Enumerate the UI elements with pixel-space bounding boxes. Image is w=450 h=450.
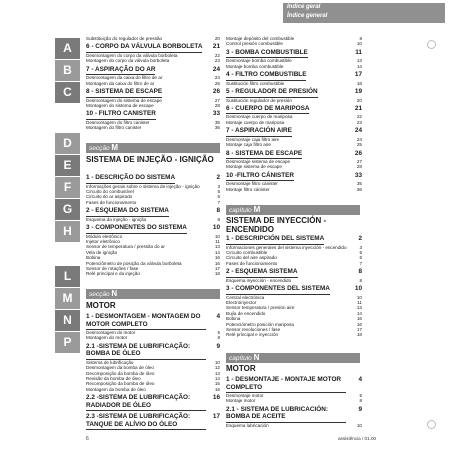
toc-entry-title: Informações gerais sobre o sistema de injeção - ignição	[86, 183, 200, 189]
toc-entry-title: Relé principal e da injeção	[86, 271, 140, 277]
toc-entry-page: 7	[359, 260, 362, 266]
toc-entry-title: Recomposição da bomba de óleo	[86, 381, 155, 387]
toc-entry-title: Sensor de rotações / fase	[86, 265, 139, 271]
toc-entry-page: 10	[356, 422, 362, 428]
section-tab-h[interactable]: H	[55, 221, 80, 242]
toc-entry-title: Circuito do ar aspirado	[86, 194, 133, 200]
header-bar	[283, 3, 445, 23]
toc-entry-page: 17	[354, 71, 362, 79]
toc-entry-title: Decomposição da bomba de óleo	[86, 370, 155, 376]
toc-entry-page: 13	[356, 305, 362, 311]
toc-entry-page: 23	[214, 58, 220, 64]
toc-entry-title: Desmontaje motor	[226, 393, 264, 398]
toc-entry-page: 10	[354, 285, 362, 293]
col-pt-top	[86, 36, 220, 131]
toc-entry-page: 16	[214, 386, 220, 392]
toc-entry-page: 13	[214, 244, 220, 250]
toc-entry-title: Sustitución regulador de presión	[226, 97, 292, 103]
col-es-mid	[226, 233, 362, 338]
toc-entry-page: 15	[214, 381, 220, 387]
toc-entry-page: 22	[214, 52, 220, 58]
toc-entry-title: 1 - DESMONTAJE - MONTAJE MOTOR COMPLETO	[226, 376, 346, 393]
toc-entry-title: Circuito do combustível	[86, 188, 134, 194]
section-tab-e[interactable]: E	[55, 155, 80, 176]
toc-entry[interactable]	[86, 125, 220, 130]
toc-section-heading[interactable]	[86, 108, 220, 120]
toc-entry-title: Desmontagem da bomba de óleo	[86, 365, 154, 371]
footer-ref: assistência / 01.00	[338, 436, 377, 441]
toc-entry-title: Montagem do corpo da válvula borboleta	[86, 58, 170, 64]
toc-entry-page: 21	[354, 104, 362, 112]
toc-section-heading[interactable]	[86, 222, 220, 234]
section-tab-g[interactable]: G	[55, 199, 80, 220]
toc-entry-title: Informaciones generales del sistema inyección - encendido	[226, 244, 347, 250]
toc-section-heading[interactable]	[226, 103, 362, 115]
toc-entry-title: Desmontagem da caixa do filtro de ar	[86, 75, 163, 81]
caption-letter: M	[111, 143, 119, 152]
toc-entry-title: Control presión combustible	[226, 41, 283, 47]
section-title-n-es: MOTOR	[226, 364, 256, 373]
binder-hole-icon	[427, 420, 436, 429]
toc-entry-title: 2 - ESQUEMA DO SISTEMA	[86, 207, 169, 217]
toc-entry-title: Injetor eletrônico	[86, 238, 120, 244]
toc-entry-title: Sensor revoluciones / fase	[226, 326, 281, 332]
col-es-top	[226, 36, 362, 192]
toc-section-heading[interactable]	[226, 47, 362, 59]
toc-entry-title: Desmontaje caja filtro aire	[226, 136, 280, 142]
toc-entry-title: 2.1 - SISTEMA DE LUBRICACIÓN: BOMBA DE ACEITE	[226, 406, 346, 423]
toc-entry-page: 35	[214, 119, 220, 125]
toc-entry-page: 24	[212, 65, 220, 73]
toc-section-heading[interactable]	[226, 86, 362, 98]
section-title-n-pt: MOTOR	[86, 301, 116, 310]
toc-entry-title: Sensor de temperatura / pressão do ar	[86, 244, 165, 250]
section-caption-n-pt	[86, 289, 220, 299]
toc-entry-title: Montaje depósito del combustible	[226, 36, 295, 41]
toc-entry-page: 2	[216, 174, 220, 181]
toc-entry-page: 10	[356, 41, 362, 47]
toc-entry-page: 18	[214, 271, 220, 277]
toc-entry-page: 8	[359, 277, 362, 283]
toc-entry-title: Revisão da bomba de óleo	[86, 376, 141, 382]
toc-entry-title: Vela de ignição	[86, 249, 118, 255]
toc-entry-title: Circuito combustible	[226, 249, 268, 255]
toc-entry-title: Montagem da caixa do filtro de ar	[86, 80, 155, 86]
caption-letter: N	[111, 289, 118, 298]
toc-entry-title: Esquema da injeção - ignição	[86, 216, 147, 222]
toc-entry-page: 28	[214, 102, 220, 108]
toc-entry-title: 2.2 -SISTEMA DE LUBRIFICAÇÃO: RADIADOR DE ÓLEO	[86, 394, 206, 411]
toc-entry[interactable]	[226, 332, 362, 337]
toc-entry-page: 5	[217, 188, 220, 194]
toc-entry-title: Circuito del aire aspirado	[226, 255, 277, 261]
toc-entry-page: 33	[212, 110, 220, 118]
toc-entry-page: 4	[358, 376, 362, 383]
section-tab-n[interactable]: N	[55, 310, 80, 331]
toc-entry-title: Desmontaje bomba combustible	[226, 58, 292, 64]
toc-entry-title: Montagem do sistema de escape	[86, 102, 154, 108]
toc-entry[interactable]	[226, 423, 362, 428]
toc-entry-page: 16	[214, 260, 220, 266]
toc-entry-page: 9	[216, 342, 220, 350]
section-caption-n-es	[226, 353, 360, 363]
toc-entry-page: 7	[217, 199, 220, 205]
toc-entry-page: 24	[356, 136, 362, 142]
toc-entry-page: 14	[214, 249, 220, 255]
toc-entry-title: 7 - ASPIRAÇÃO DO AR	[86, 66, 155, 76]
toc-entry-page: 25	[356, 142, 362, 148]
toc-entry-page: 12	[214, 365, 220, 371]
toc-entry-title: 4 - FILTRO COMBUSTIBLE	[226, 71, 306, 81]
toc-entry-title: 2.3 -SISTEMA DE LUBRIFICAÇÃO: TANQUE DE ALÍVIO DO ÓLEO	[86, 413, 206, 430]
toc-entry-page: 16	[356, 321, 362, 327]
toc-section-heading[interactable]	[226, 404, 362, 423]
section-caption-m-pt	[86, 143, 220, 153]
toc-entry-page: 8	[359, 398, 362, 404]
toc-entry-page: 10	[212, 224, 220, 232]
toc-entry-title: Electroinyector	[226, 299, 257, 305]
toc-section-heading[interactable]	[226, 233, 362, 245]
toc-section-heading[interactable]	[86, 41, 220, 53]
toc-section-heading[interactable]	[86, 205, 220, 217]
toc-entry-page: 8	[217, 216, 220, 222]
toc-entry-title: Esquema inyección - encendido	[226, 277, 292, 283]
toc-entry-title: Desmontagem do motor	[86, 330, 136, 335]
toc-section-heading[interactable]	[226, 148, 362, 160]
toc-entry-page: 6	[359, 255, 362, 261]
toc-entry-title: Bujía de encendido	[226, 310, 266, 316]
toc-entry-title: 3 - COMPONENTES DEL SISTEMA	[226, 285, 330, 295]
header-title-es: Índice general	[287, 13, 328, 19]
toc-entry-title: Montaje filtro cánister	[226, 186, 270, 192]
toc-entry-title: 5 - REGULADOR DE PRESIÓN	[226, 88, 318, 98]
toc-entry-title: 2 - ESQUEMA SISTEMA	[226, 268, 298, 278]
toc-entry-title: Sistema de lubrificação	[86, 359, 134, 365]
toc-entry-page: 8	[358, 268, 362, 276]
toc-entry-page: 16	[356, 316, 362, 322]
binder-hole-icon	[427, 40, 436, 49]
toc-entry-title: Bobina	[86, 255, 101, 261]
toc-entry-page: 20	[356, 97, 362, 103]
toc-entry-title: Desmontaje cuerpo de mariposa	[226, 114, 293, 120]
toc-entry-title: Bobina	[226, 316, 241, 322]
toc-entry-page: 8	[359, 36, 362, 41]
section-title-m-es: SISTEMA DE INYECCIÓN - ENCENDIDO	[226, 216, 327, 234]
toc-entry-page: 36	[214, 125, 220, 131]
toc-entry-page: 13	[214, 370, 220, 376]
toc-entry-title: 10 - FILTRO CANISTER	[86, 110, 156, 120]
toc-entry-page: 10	[356, 294, 362, 300]
section-tab-b[interactable]: B	[55, 60, 80, 81]
toc-entry-title: 8 - SISTEMA DE ESCAPE	[226, 150, 302, 160]
toc-entry-title: 3 - COMPONENTES DO SISTEMA	[86, 224, 187, 234]
toc-entry-page: 25	[214, 80, 220, 86]
section-tab-p[interactable]: P	[55, 332, 80, 353]
toc-entry-page: 16	[214, 255, 220, 261]
section-tab-l[interactable]: L	[55, 266, 80, 287]
caption-word: capítulo	[229, 207, 252, 214]
toc-entry-page: 26	[354, 149, 362, 157]
page-number: 6	[86, 436, 89, 442]
toc-entry-page: 5	[359, 393, 362, 398]
toc-entry-title: Sustitución filtro combustible	[226, 80, 285, 86]
toc-entry-page: 14	[214, 376, 220, 382]
toc-entry-title: Potenciómetro posición mariposa	[226, 321, 294, 327]
toc-section-heading[interactable]	[226, 170, 362, 182]
toc-entry[interactable]	[86, 271, 220, 276]
section-tab-c[interactable]: C	[55, 82, 80, 103]
toc-entry-page: 22	[356, 114, 362, 120]
section-caption-m-es	[226, 205, 360, 215]
section-tab-a[interactable]: A	[55, 38, 80, 59]
header-title-pt: Índice geral	[287, 4, 321, 10]
toc-entry-page: 18	[356, 80, 362, 86]
toc-section-heading[interactable]	[226, 69, 362, 81]
toc-entry-title: Montaje sistema de escape	[226, 164, 282, 170]
toc-section-heading[interactable]	[226, 283, 362, 295]
toc-entry-title: Fases de funcionamento	[86, 199, 137, 205]
toc-entry-page: 13	[356, 58, 362, 64]
toc-section-heading[interactable]	[86, 86, 220, 98]
toc-entry-page: 21	[212, 43, 220, 51]
toc-entry-page: 28	[356, 164, 362, 170]
caption-word: secção	[89, 145, 110, 152]
toc-entry-page: 9	[358, 405, 362, 413]
toc-section-heading[interactable]	[86, 64, 220, 76]
toc-entry-page: 36	[356, 186, 362, 192]
toc-section-heading[interactable]	[226, 266, 362, 278]
toc-entry-page: 14	[356, 310, 362, 316]
toc-entry-title: Montagem da bomba de óleo	[86, 386, 146, 392]
toc-entry-title: Desmontagem do corpo da válvula borboleta	[86, 52, 178, 58]
toc-entry-page: 35	[356, 181, 362, 187]
toc-entry-page: 11	[355, 48, 362, 56]
toc-entry-title: Esquema lubricación	[226, 422, 269, 428]
caption-letter: M	[253, 205, 261, 214]
toc-section-heading[interactable]	[226, 125, 362, 137]
toc-entry-title: Desmontagem do filtro canister	[86, 119, 150, 125]
toc-section-heading[interactable]	[226, 374, 362, 393]
toc-entry-page: 17	[214, 265, 220, 271]
toc-entry-page: 8	[216, 207, 220, 215]
toc-entry-title: 3 - BOMBA COMBUSTIBLE	[226, 49, 308, 59]
toc-entry-page: 23	[356, 119, 362, 125]
toc-entry-page: 18	[356, 332, 362, 338]
section-tab-d[interactable]: D	[55, 133, 80, 154]
toc-entry-title: Montaje cuerpo de mariposa	[226, 119, 285, 125]
section-tabs	[55, 38, 80, 354]
toc-entry-page: 27	[356, 159, 362, 165]
toc-entry-page: 17	[212, 413, 220, 421]
toc-entry-title: 10 -FILTRO CÁNISTER	[226, 172, 294, 182]
toc-entry-page: 14	[356, 63, 362, 69]
toc-entry-title: 1 - DESCRIPCIÓN DEL SISTEMA	[226, 235, 324, 245]
toc-entry-title: Relé principal e inyección	[226, 332, 279, 338]
toc-entry-title: 8 - SISTEMA DE ESCAPE	[86, 88, 162, 98]
toc-entry-title: Desmontaje sistema de escape	[226, 159, 291, 165]
toc-section-heading[interactable]	[86, 341, 220, 360]
toc-entry-title: Montagem do motor	[86, 335, 128, 341]
toc-entry-page: 10	[214, 359, 220, 365]
toc-entry-page: 26	[212, 88, 220, 96]
toc-entry-page: 33	[354, 171, 362, 179]
toc-entry-title: 7 - ASPIRACIÓN AIRE	[226, 127, 292, 137]
toc-entry-title: Desmontagem do sistema de escape	[86, 97, 162, 103]
toc-entry-page: 3	[217, 183, 220, 189]
toc-entry[interactable]	[226, 187, 362, 192]
toc-entry-page: 5	[217, 330, 220, 335]
section-tab-m[interactable]: M	[55, 288, 80, 309]
col-pt-mid	[86, 172, 220, 277]
toc-entry-page: 5	[359, 249, 362, 255]
toc-entry-page: 27	[214, 97, 220, 103]
toc-entry-page: 20	[214, 36, 220, 41]
toc-entry-page: 19	[354, 88, 362, 96]
toc-section-heading[interactable]	[86, 311, 220, 330]
toc-entry-title: Montaje motor	[226, 398, 256, 404]
toc-entry-title: 1 - DESMONTAGEM - MONTAGEM DO MOTOR COMPLETO	[86, 313, 206, 330]
caption-word: capítulo	[229, 355, 252, 362]
toc-entry-page: 17	[356, 326, 362, 332]
toc-section-heading[interactable]	[86, 411, 220, 430]
toc-section-heading[interactable]	[86, 392, 220, 411]
toc-entry-page: 10	[214, 233, 220, 239]
section-tab-f[interactable]: F	[55, 177, 80, 198]
toc-section-heading[interactable]	[86, 172, 220, 184]
col-es-bot	[226, 374, 362, 428]
toc-entry-title: Módulo eletrônico	[86, 233, 123, 239]
toc-entry-title: Montaje bomba combustible	[226, 63, 284, 69]
col-pt-bot	[86, 311, 220, 430]
toc-entry-page: 3	[359, 244, 362, 250]
section-title-m-pt: SISTEMA DE INJEÇÃO - IGNIÇÃO	[86, 155, 214, 164]
toc-entry-page: 11	[215, 238, 220, 244]
toc-entry-title: Desmontaje filtro cánister	[226, 181, 278, 187]
toc-entry-page: 2	[358, 235, 362, 242]
toc-entry-title: 6 - CORPO DA VÁLVULA BORBOLETA	[86, 43, 202, 53]
toc-entry-title: Substituição do regulador de pressão	[86, 36, 163, 41]
caption-word: secção	[89, 291, 110, 298]
toc-entry-page: 6	[217, 194, 220, 200]
toc-entry-title: Montagem do filtro canister	[86, 125, 142, 131]
toc-entry-title: Sensor temperatura / presión aire	[226, 305, 295, 311]
toc-entry-title: 6 - CUERPO DE MARIPOSA	[226, 105, 309, 115]
toc-entry-page: 24	[354, 127, 362, 135]
toc-entry-page: 4	[216, 313, 220, 320]
toc-entry-title: Montaje caja filtro aire	[226, 142, 271, 148]
toc-entry-page: 24	[214, 75, 220, 81]
caption-letter: N	[253, 353, 260, 362]
toc-entry-title: Central electrónica	[226, 294, 265, 300]
toc-entry-title: Fases de funcionamiento	[226, 260, 278, 266]
toc-entry-page: 11	[357, 299, 362, 305]
toc-entry-title: 2.1 -SISTEMA DE LUBRIFICAÇÃO: BOMBA DE ÓLEO	[86, 343, 206, 360]
toc-entry-page: 8	[217, 335, 220, 341]
toc-entry-title: Potenciômetro de posição da válvula borboleta	[86, 260, 182, 266]
toc-entry-page: 16	[212, 394, 220, 402]
toc-entry-title: 1 - DESCRIÇÃO DO SISTEMA	[86, 174, 175, 184]
